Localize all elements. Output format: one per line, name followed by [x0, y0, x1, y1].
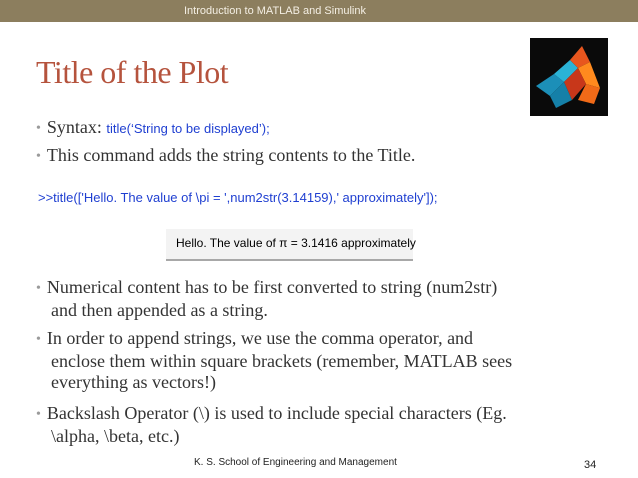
bullet-dot: •	[36, 281, 41, 296]
matlab-logo-icon	[530, 38, 608, 116]
footer-institution: K. S. School of Engineering and Management	[194, 457, 397, 468]
bullet-append-strings	[36, 328, 512, 393]
bullet-dot: •	[36, 407, 41, 422]
code-example: >>title(['Hello. The value of \pi = ',num2str(3.14159),' approximately']);	[38, 190, 438, 205]
bullet-dot: •	[36, 332, 41, 347]
bullet-num2str	[36, 277, 497, 321]
plot-title-preview	[166, 229, 416, 261]
syntax-label: Syntax:	[46, 117, 107, 137]
bullet-dot: •	[36, 149, 41, 164]
page-number: 34	[584, 459, 597, 471]
bullet-syntax	[36, 117, 270, 140]
bullet-text: This command adds the string contents to the Title.	[46, 145, 416, 165]
bullet-dot: •	[36, 121, 41, 136]
bullet-text: \alpha, \beta, etc.)	[51, 426, 180, 446]
course-title: Introduction to MATLAB and Simulink	[184, 5, 366, 17]
bullet-title-command	[36, 145, 415, 168]
bullet-text: enclose them within square brackets (remember, MATLAB sees	[51, 351, 513, 371]
bullet-text: In order to append strings, we use the comma operator, and	[46, 328, 474, 348]
bullet-text: and then appended as a string.	[51, 300, 268, 320]
bullet-text: Backslash Operator (\) is used to include special characters (Eg.	[46, 403, 507, 423]
bullet-text: Numerical content has to be first converted to string (num2str)	[46, 277, 498, 297]
bullet-backslash	[36, 403, 507, 447]
slide-title: Title of the Plot	[36, 54, 229, 90]
syntax-code: title(‘String to be displayed’);	[106, 121, 270, 136]
bullet-text: everything as vectors!)	[51, 372, 216, 392]
header-bar	[0, 0, 638, 22]
plot-title-text: Hello. The value of π = 3.1416 approximately	[176, 236, 416, 250]
